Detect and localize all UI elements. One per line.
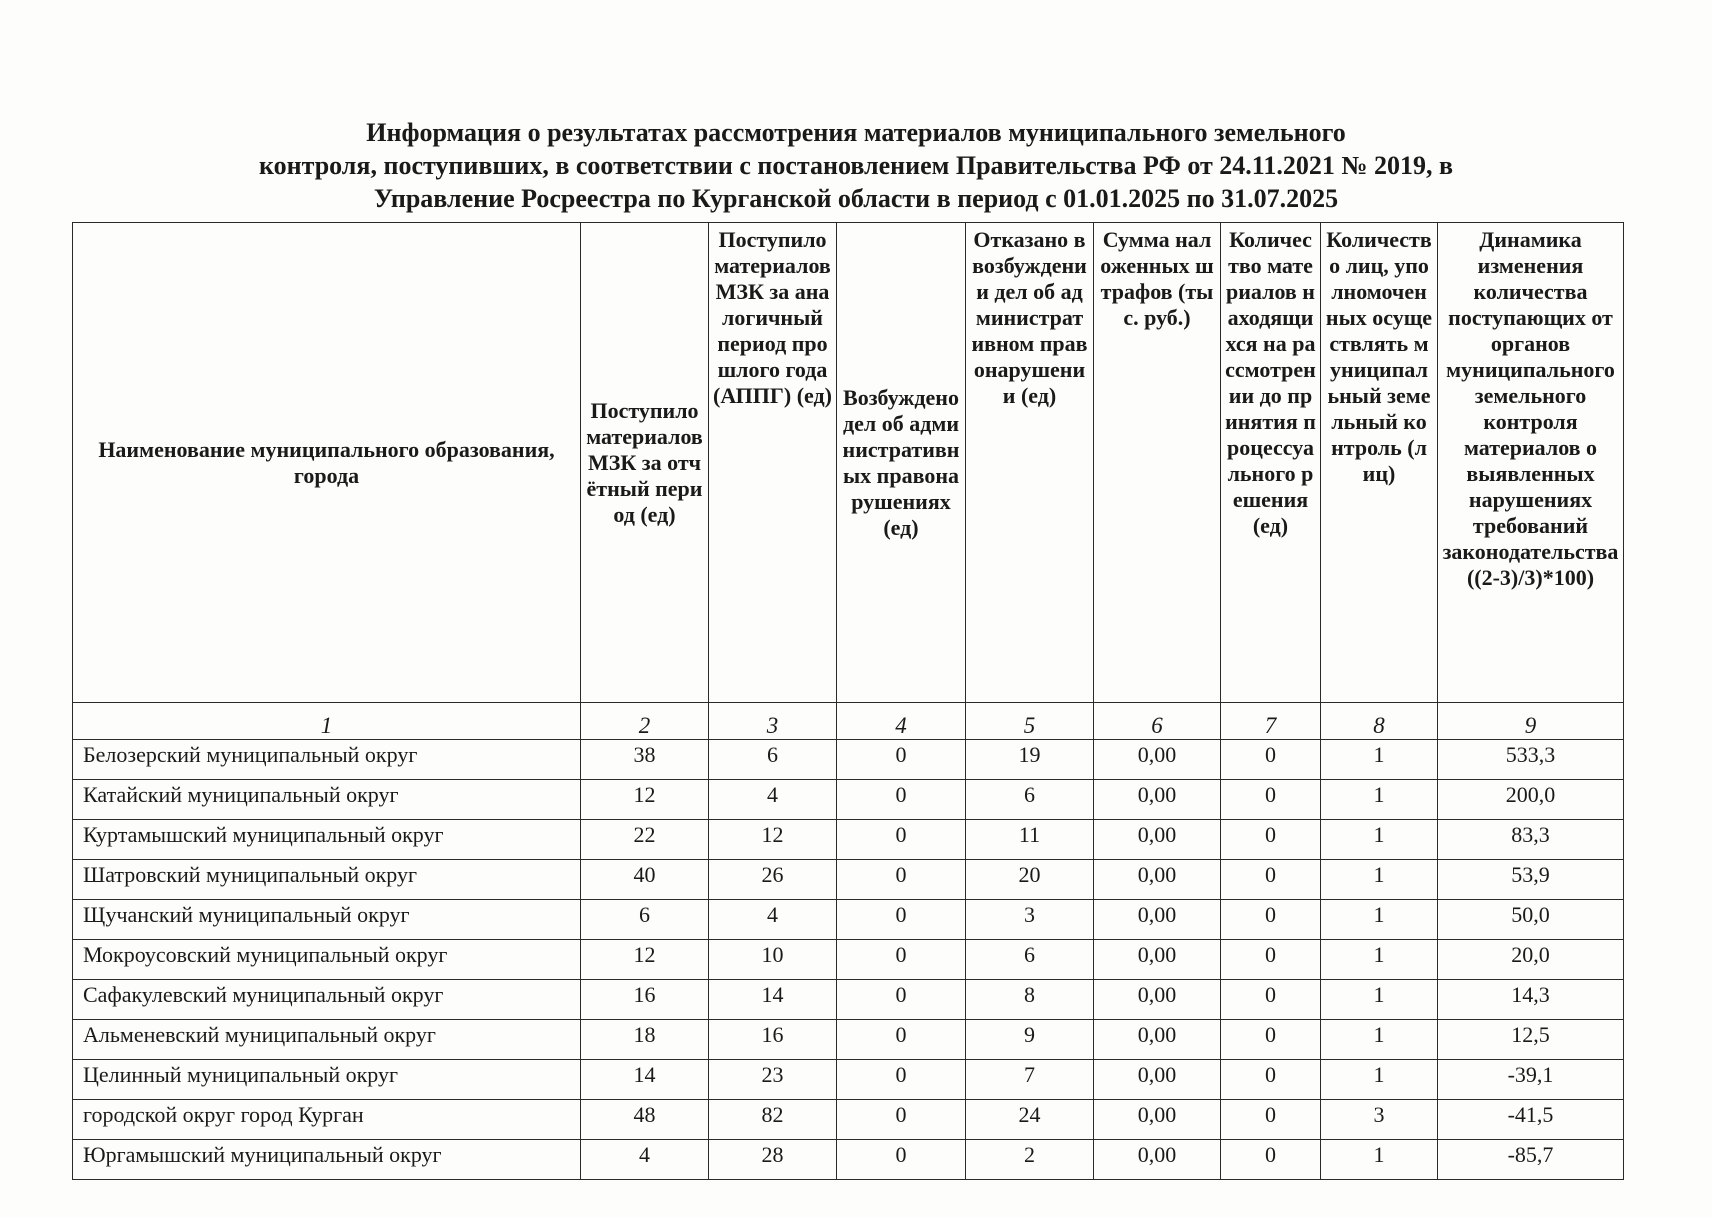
column-number: 9 [1438, 703, 1624, 740]
received-current-cell: 22 [581, 820, 709, 860]
fines-sum-cell: 0,00 [1094, 1100, 1221, 1140]
received-current-cell: 16 [581, 980, 709, 1020]
received-current-cell: 48 [581, 1100, 709, 1140]
title-line-2: контроля, поступивших, в соответствии с постановлением Правительства РФ от 24.11.2021 № 2019, в [258, 151, 1453, 180]
dynamics-cell: 83,3 [1438, 820, 1624, 860]
cases-initiated-cell: 0 [837, 900, 966, 940]
fines-sum-cell: 0,00 [1094, 860, 1221, 900]
received-previous-cell: 28 [709, 1140, 837, 1180]
received-current-cell: 4 [581, 1140, 709, 1180]
table-row [73, 900, 1624, 940]
authorized-persons-cell: 1 [1321, 980, 1438, 1020]
authorized-persons-cell: 1 [1321, 860, 1438, 900]
pending-materials-cell: 0 [1221, 1060, 1321, 1100]
fines-sum-cell: 0,00 [1094, 980, 1221, 1020]
header-cases-refused: Отказано в возбуждении дел об административном правонарушении (ед) [966, 223, 1094, 703]
column-number: 2 [581, 703, 709, 740]
table-body [73, 740, 1624, 1180]
authorized-persons-cell: 1 [1321, 1060, 1438, 1100]
table-row [73, 1060, 1624, 1100]
cases-initiated-cell: 0 [837, 820, 966, 860]
table-row [73, 980, 1624, 1020]
dynamics-cell: -41,5 [1438, 1100, 1624, 1140]
cases-initiated-cell: 0 [837, 780, 966, 820]
municipality-name-cell: Шатровский муниципальный округ [73, 860, 581, 900]
received-previous-cell: 4 [709, 900, 837, 940]
received-current-cell: 6 [581, 900, 709, 940]
header-received-previous: Поступило материалов МЗК за аналогичный период прошлого года (АППГ) (ед) [709, 223, 837, 703]
table-row [73, 1100, 1624, 1140]
municipality-name-cell: Белозерский муниципальный округ [73, 740, 581, 780]
cases-refused-cell: 3 [966, 900, 1094, 940]
cases-refused-cell: 6 [966, 780, 1094, 820]
dynamics-cell: 533,3 [1438, 740, 1624, 780]
received-current-cell: 12 [581, 780, 709, 820]
column-number: 8 [1321, 703, 1438, 740]
table-row [73, 740, 1624, 780]
received-previous-cell: 23 [709, 1060, 837, 1100]
header-municipality: Наименование муниципального образования, города [73, 223, 581, 703]
fines-sum-cell: 0,00 [1094, 820, 1221, 860]
pending-materials-cell: 0 [1221, 900, 1321, 940]
title-line-3: Управление Росреестра по Курганской области в период с 01.01.2025 по 31.07.2025 [373, 184, 1339, 213]
cases-initiated-cell: 0 [837, 1100, 966, 1140]
dynamics-cell: 20,0 [1438, 940, 1624, 980]
results-table [72, 222, 1624, 1180]
municipality-name-cell: Щучанский муниципальный округ [73, 900, 581, 940]
cases-initiated-cell: 0 [837, 1020, 966, 1060]
received-previous-cell: 14 [709, 980, 837, 1020]
received-current-cell: 14 [581, 1060, 709, 1100]
municipality-name-cell: Катайский муниципальный округ [73, 780, 581, 820]
pending-materials-cell: 0 [1221, 1020, 1321, 1060]
cases-initiated-cell: 0 [837, 1060, 966, 1100]
header-received-current: Поступило материалов МЗК за отчётный период (ед) [581, 223, 709, 703]
column-number: 5 [966, 703, 1094, 740]
page-title [150, 116, 1562, 215]
cases-refused-cell: 6 [966, 940, 1094, 980]
header-fines-sum: Сумма наложенных штрафов (тыс. руб.) [1094, 223, 1221, 703]
received-previous-cell: 12 [709, 820, 837, 860]
municipality-name-cell: Альменевский муниципальный округ [73, 1020, 581, 1060]
pending-materials-cell: 0 [1221, 820, 1321, 860]
authorized-persons-cell: 1 [1321, 820, 1438, 860]
fines-sum-cell: 0,00 [1094, 1140, 1221, 1180]
title-line-1: Информация о результатах рассмотрения материалов муниципального земельного [366, 118, 1346, 147]
cases-refused-cell: 24 [966, 1100, 1094, 1140]
pending-materials-cell: 0 [1221, 780, 1321, 820]
header-cases-initiated: Возбуждено дел об административных правонарушениях (ед) [837, 223, 966, 703]
received-previous-cell: 10 [709, 940, 837, 980]
fines-sum-cell: 0,00 [1094, 780, 1221, 820]
received-current-cell: 12 [581, 940, 709, 980]
cases-refused-cell: 8 [966, 980, 1094, 1020]
table-row [73, 820, 1624, 860]
authorized-persons-cell: 1 [1321, 940, 1438, 980]
received-previous-cell: 26 [709, 860, 837, 900]
table-row [73, 860, 1624, 900]
received-current-cell: 38 [581, 740, 709, 780]
column-number: 6 [1094, 703, 1221, 740]
cases-refused-cell: 9 [966, 1020, 1094, 1060]
received-current-cell: 40 [581, 860, 709, 900]
cases-initiated-cell: 0 [837, 940, 966, 980]
column-number: 7 [1221, 703, 1321, 740]
dynamics-cell: 200,0 [1438, 780, 1624, 820]
fines-sum-cell: 0,00 [1094, 1020, 1221, 1060]
pending-materials-cell: 0 [1221, 940, 1321, 980]
table-row [73, 1140, 1624, 1180]
authorized-persons-cell: 1 [1321, 1020, 1438, 1060]
authorized-persons-cell: 1 [1321, 1140, 1438, 1180]
received-previous-cell: 82 [709, 1100, 837, 1140]
authorized-persons-cell: 1 [1321, 740, 1438, 780]
fines-sum-cell: 0,00 [1094, 1060, 1221, 1100]
dynamics-cell: -39,1 [1438, 1060, 1624, 1100]
cases-initiated-cell: 0 [837, 860, 966, 900]
fines-sum-cell: 0,00 [1094, 740, 1221, 780]
column-number-row [73, 703, 1624, 740]
header-pending-materials: Количество материалов находящихся на рассмотрении до принятия процессуального решения (ед) [1221, 223, 1321, 703]
header-authorized-persons: Количество лиц, уполномоченных осуществлять муниципальный земельный контроль (лиц) [1321, 223, 1438, 703]
authorized-persons-cell: 3 [1321, 1100, 1438, 1140]
pending-materials-cell: 0 [1221, 1140, 1321, 1180]
table-row [73, 780, 1624, 820]
pending-materials-cell: 0 [1221, 740, 1321, 780]
received-previous-cell: 16 [709, 1020, 837, 1060]
municipality-name-cell: Мокроусовский муниципальный округ [73, 940, 581, 980]
cases-refused-cell: 11 [966, 820, 1094, 860]
received-previous-cell: 4 [709, 780, 837, 820]
cases-refused-cell: 19 [966, 740, 1094, 780]
pending-materials-cell: 0 [1221, 1100, 1321, 1140]
table-header [73, 223, 1624, 703]
municipality-name-cell: Сафакулевский муниципальный округ [73, 980, 581, 1020]
dynamics-cell: -85,7 [1438, 1140, 1624, 1180]
column-number: 3 [709, 703, 837, 740]
municipality-name-cell: городской округ город Курган [73, 1100, 581, 1140]
dynamics-cell: 53,9 [1438, 860, 1624, 900]
cases-initiated-cell: 0 [837, 740, 966, 780]
header-dynamics: Динамика изменения количества поступающих от органов муниципального земельного контроля материалов о выявленных нарушениях требований законодательства ((2-3)/3)*100) [1438, 223, 1624, 703]
pending-materials-cell: 0 [1221, 860, 1321, 900]
fines-sum-cell: 0,00 [1094, 940, 1221, 980]
column-number: 1 [73, 703, 581, 740]
received-current-cell: 18 [581, 1020, 709, 1060]
cases-initiated-cell: 0 [837, 1140, 966, 1180]
dynamics-cell: 14,3 [1438, 980, 1624, 1020]
table-row [73, 940, 1624, 980]
cases-refused-cell: 2 [966, 1140, 1094, 1180]
dynamics-cell: 50,0 [1438, 900, 1624, 940]
fines-sum-cell: 0,00 [1094, 900, 1221, 940]
received-previous-cell: 6 [709, 740, 837, 780]
table-row [73, 1020, 1624, 1060]
cases-initiated-cell: 0 [837, 980, 966, 1020]
authorized-persons-cell: 1 [1321, 900, 1438, 940]
pending-materials-cell: 0 [1221, 980, 1321, 1020]
municipality-name-cell: Юргамышский муниципальный округ [73, 1140, 581, 1180]
authorized-persons-cell: 1 [1321, 780, 1438, 820]
municipality-name-cell: Целинный муниципальный округ [73, 1060, 581, 1100]
municipality-name-cell: Куртамышский муниципальный округ [73, 820, 581, 860]
dynamics-cell: 12,5 [1438, 1020, 1624, 1060]
cases-refused-cell: 7 [966, 1060, 1094, 1100]
column-number: 4 [837, 703, 966, 740]
cases-refused-cell: 20 [966, 860, 1094, 900]
